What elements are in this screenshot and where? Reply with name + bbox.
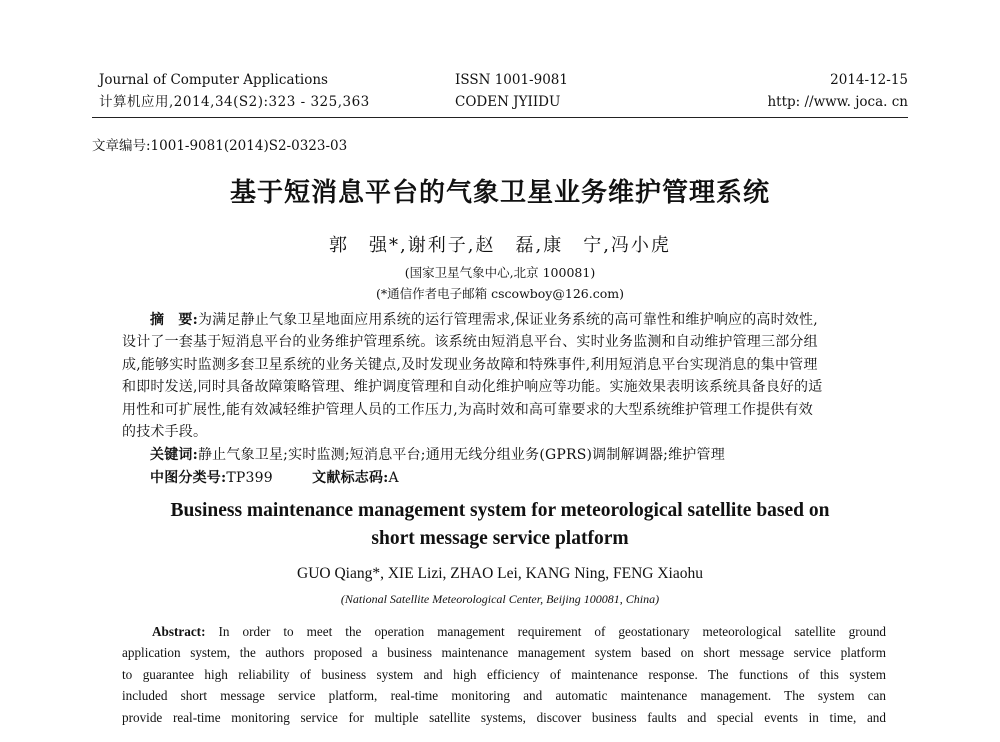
journal-citation-cn: 计算机应用,2014,34(S2):323 - 325,363: [99, 94, 370, 110]
abstract-cn-line: 摘 要:为满足静止气象卫星地面应用系统的运行管理需求,保证业务系统的高可靠性和维护响应的高时效性,: [150, 312, 818, 328]
header-rule: [92, 117, 908, 118]
classification-label: 中图分类号:: [150, 470, 227, 486]
abstract-en-line: to guarantee high reliability of business system and high efficiency of maintenance response. The functions of this system: [122, 666, 886, 682]
abstract-en-label: Abstract:: [152, 624, 206, 639]
keywords-cn: [150, 444, 725, 466]
issn: ISSN 1001-9081: [455, 72, 568, 88]
journal-name-en: Journal of Computer Applications: [99, 72, 328, 88]
classification-value: TP399: [226, 470, 273, 486]
authors-cn: 郭 强*,谢利子,赵 磊,康 宁,冯小虎: [329, 235, 671, 256]
publication-date: 2014-12-15: [830, 72, 908, 88]
doc-code-value: A: [388, 470, 399, 486]
abstract-en-line: included short message service platform, real-time monitoring and automatic maintenance management. The system can: [122, 688, 886, 704]
authors-en: GUO Qiang*, XIE Lizi, ZHAO Lei, KANG Ning, FENG Xiaohu: [297, 565, 703, 582]
abstract-en-line: provide real-time monitoring service for multiple satellite systems, discover business faults and special events in time, and: [122, 709, 886, 725]
coden: CODEN JYIIDU: [455, 94, 561, 110]
journal-url: http: //www. joca. cn: [767, 94, 908, 110]
classification-cn: [150, 467, 399, 489]
title-cn: 基于短消息平台的气象卫星业务维护管理系统: [229, 178, 770, 208]
keywords-label: 关键词:: [150, 447, 198, 463]
article-number: 文章编号:1001-9081(2014)S2-0323-03: [92, 138, 348, 154]
correspondence-cn: (*通信作者电子邮箱 cscowboy@126.com): [376, 286, 624, 301]
title-en-line2: short message service platform: [371, 528, 629, 549]
abstract-en-line: Abstract: In order to meet the operation management requirement of geostationary meteorological satellite ground: [152, 624, 887, 639]
abstract-cn-line: 和即时发送,同时具备故障策略管理、维护调度管理和自动化维护响应等功能。实施效果表明该系统具备良好的适: [122, 379, 823, 396]
doc-code-label: 文献标志码:: [312, 470, 389, 486]
affiliation-en: (National Satellite Meteorological Center, Beijing 100081, China): [340, 592, 660, 606]
abstract-cn-line: 用性和可扩展性,能有效减轻维护管理人员的工作压力,为高时效和高可靠要求的大型系统维护管理工作提供有效: [122, 401, 813, 418]
abstract-en-line: application system, the authors proposed a business maintenance management system based on short message service platform: [122, 645, 886, 661]
abstract-cn-line: 成,能够实时监测多套卫星系统的业务关键点,及时发现业务故障和特殊事件,利用短消息平台实现消息的集中管理: [122, 356, 818, 373]
abstract-cn-line: 设计了一套基于短消息平台的业务维护管理系统。该系统由短消息平台、实时业务监测和自动维护管理三部分组: [122, 334, 818, 351]
abstract-cn: [122, 309, 888, 443]
abstract-cn-label: 摘 要:: [150, 312, 198, 328]
keywords-text: 静止气象卫星;实时监测;短消息平台;通用无线分组业务(GPRS)调制解调器;维护管理: [197, 447, 725, 463]
affiliation-cn: (国家卫星气象中心,北京 100081): [404, 265, 596, 280]
title-en-line1: Business maintenance management system for meteorological satellite based on: [170, 500, 830, 521]
abstract-en: [122, 621, 886, 728]
abstract-cn-line: 的技术手段。: [122, 424, 208, 441]
